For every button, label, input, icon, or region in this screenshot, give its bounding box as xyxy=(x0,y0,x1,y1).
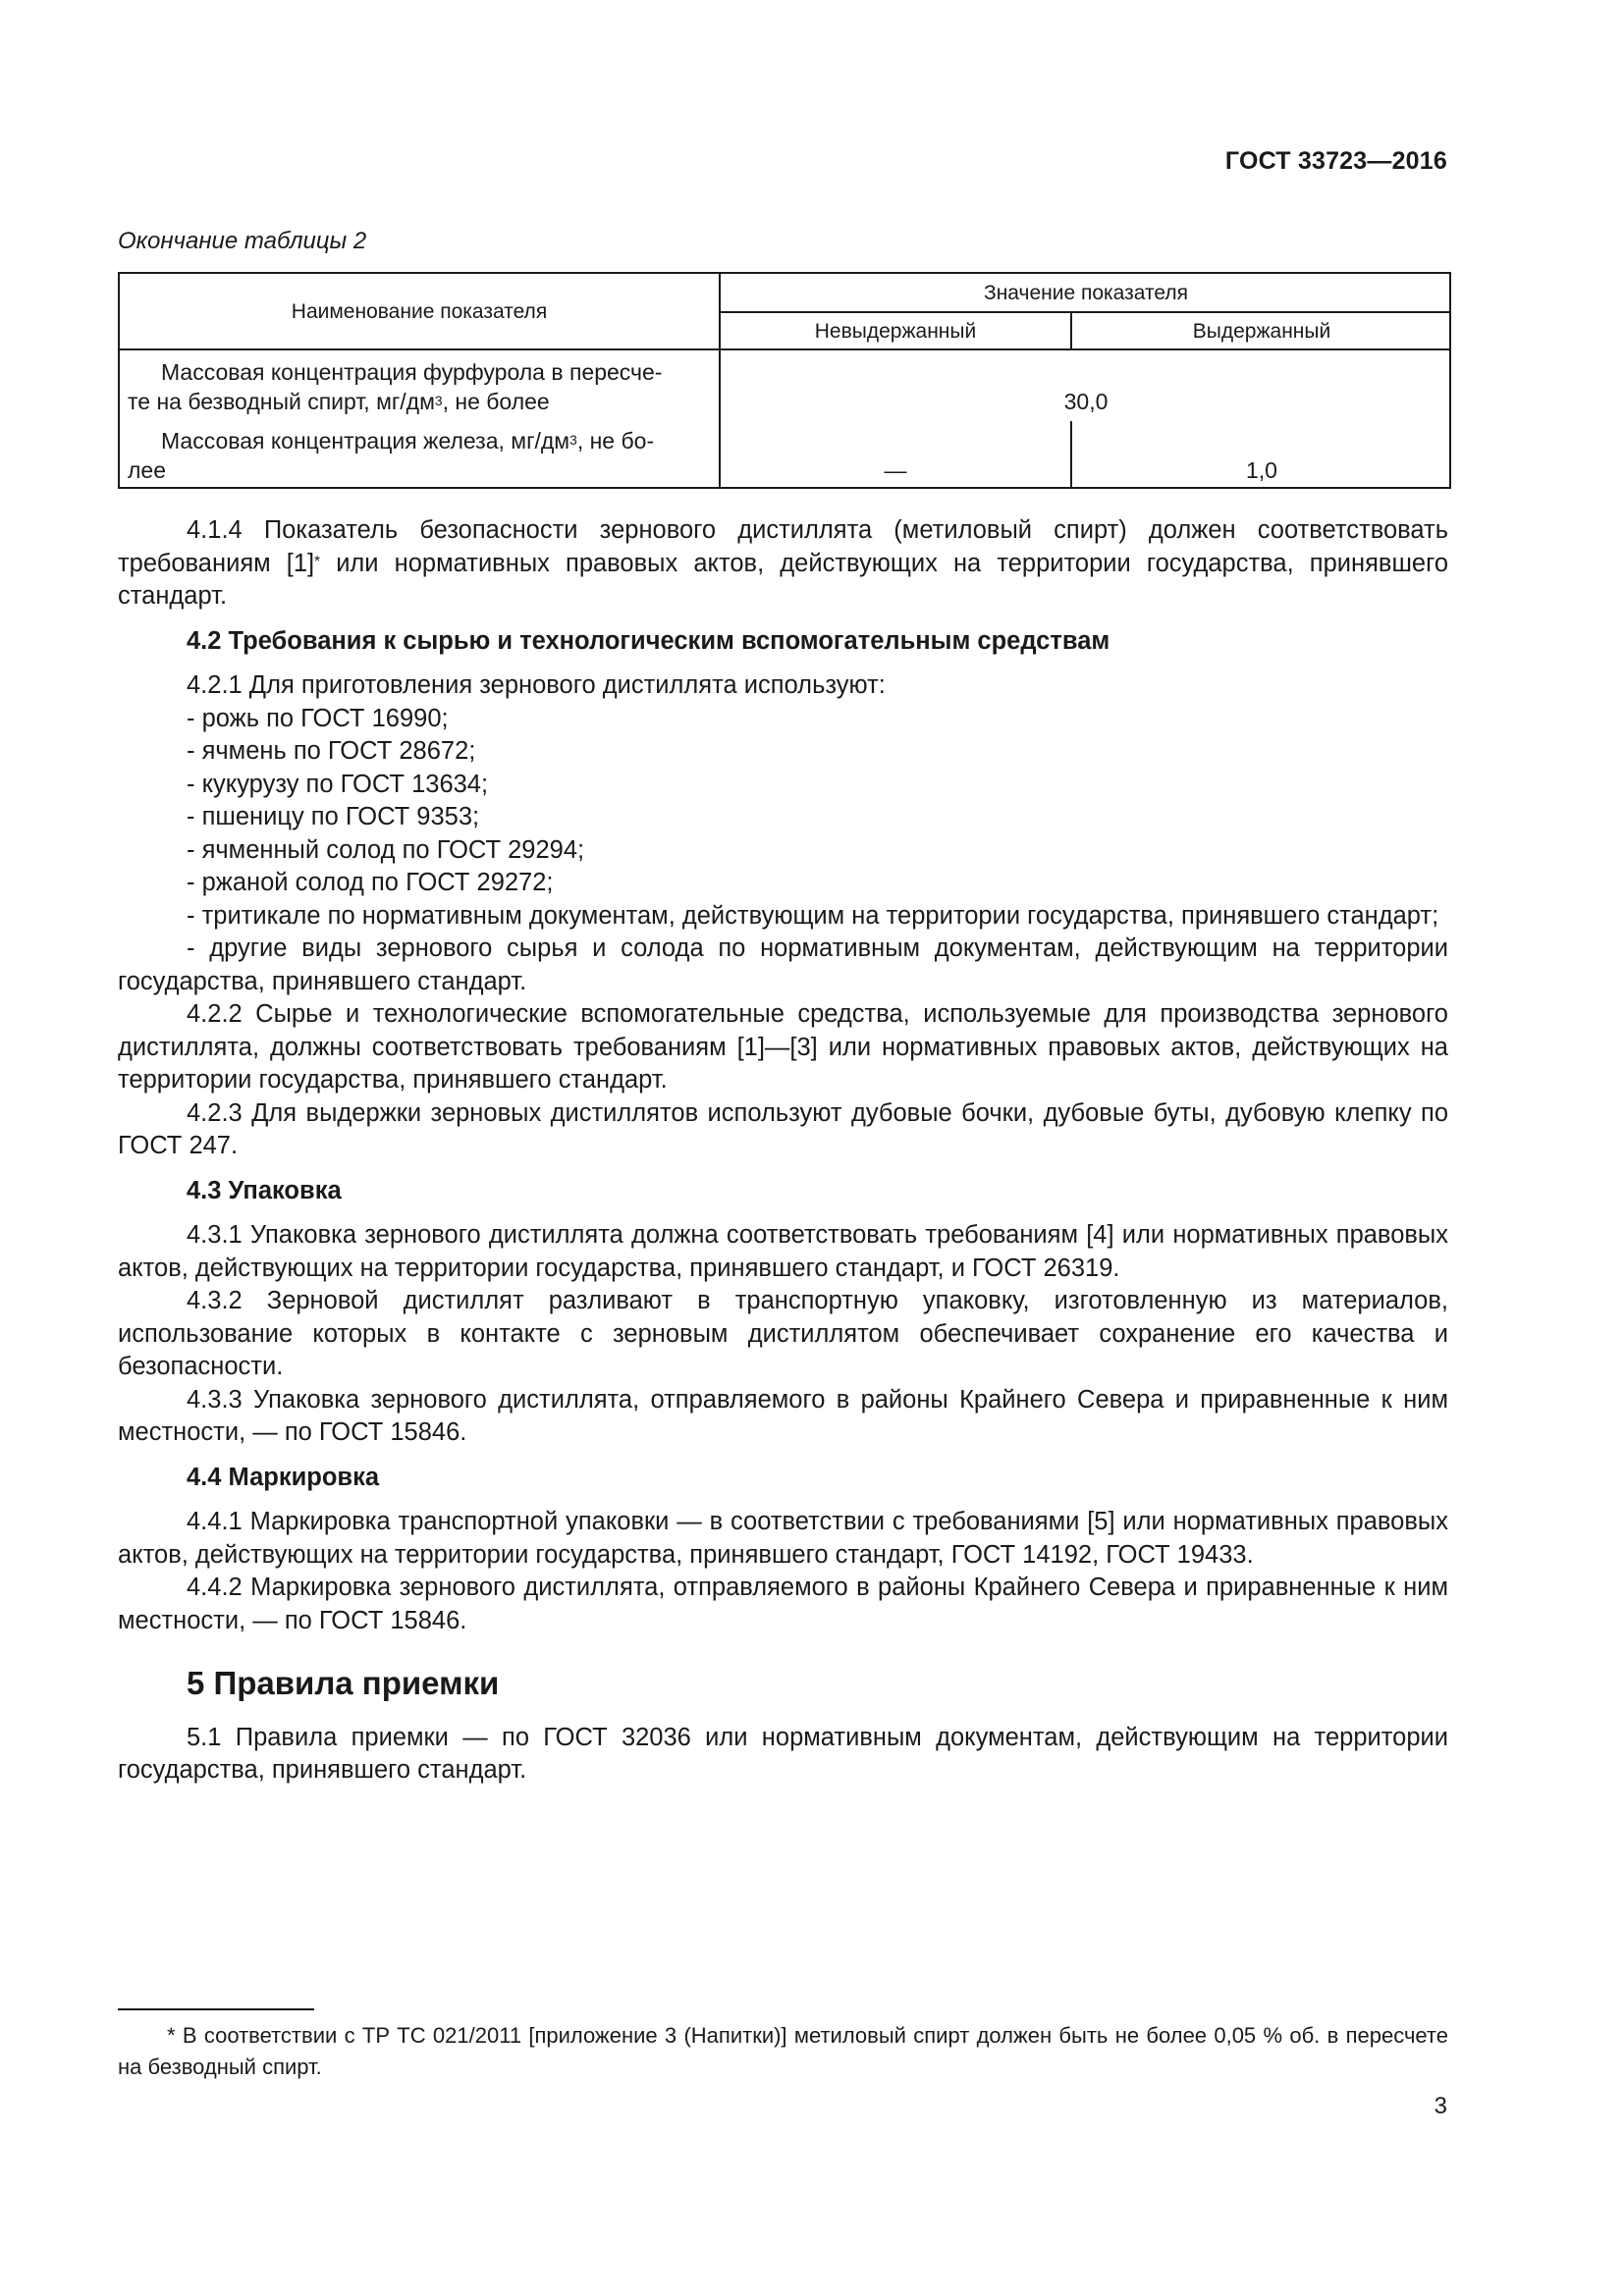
paragraph-4-4-1: 4.4.1 Маркировка транспортной упаковки — в соответствии с требованиями [5] или нормативных правовых актов, действующих на территории государства, принявшего стандарт, ГОСТ 14192, ГОСТ 19433. xyxy=(118,1508,1448,1569)
section-heading-4-4: 4.4 Маркировка xyxy=(187,1463,380,1491)
row1-name-line1: Массовая концентрация фурфурола в пересче- xyxy=(161,359,663,385)
paragraph-4-3-3: 4.3.3 Упаковка зернового дистиллята, отправляемого в районы Крайнего Севера и приравненные к ним местности, — по ГОСТ 15846. xyxy=(118,1385,1448,1446)
row2-value-unaged: — xyxy=(884,457,907,483)
list-item: - ржаной солод по ГОСТ 29272; xyxy=(187,869,554,896)
list-item: - кукурузу по ГОСТ 13634; xyxy=(187,770,489,798)
raw-materials-list xyxy=(118,703,1448,999)
paragraph-4-2-3: 4.2.3 Для выдержки зерновых дистиллятов используют дубовые бочки, дубовые буты, дубовую клепку по ГОСТ 247. xyxy=(118,1098,1448,1159)
paragraph-4-3-1: 4.3.1 Упаковка зернового дистиллята должна соответствовать требованиям [4] или нормативных правовых актов, действующих на территории государства, принявшего стандарт, и ГОСТ 26319. xyxy=(118,1221,1448,1282)
footnote-separator xyxy=(118,2008,314,2010)
row2-name-line1: Массовая концентрация железа, $мг/дм^3$, не бо- xyxy=(161,428,655,454)
header-unaged: Невыдержанный xyxy=(814,320,977,343)
paragraph-4-2-2: 4.2.2 Сырье и технологические вспомогательные средства, используемые для производства зернового дистиллята, должны соответствовать требованиям [1]—[3] или нормативных правовых актов, действующих на территории государства, принявшего стандарт. xyxy=(118,1000,1448,1094)
page-number: 3 xyxy=(1434,2093,1447,2119)
list-item: - рожь по ГОСТ 16990; xyxy=(187,704,449,732)
list-item: - ячмень по ГОСТ 28672; xyxy=(187,737,476,765)
document-header-id: ГОСТ 33723—2016 xyxy=(1224,147,1447,175)
section-heading-4-3: 4.3 Упаковка xyxy=(187,1176,342,1204)
paragraph-4-2-1: 4.2.1 Для приготовления зернового дистиллята используют: xyxy=(187,671,886,699)
table-caption: Окончание таблицы 2 xyxy=(118,228,367,254)
row2-name-line2: лее xyxy=(128,457,167,483)
list-item: - другие виды зернового сырья и солода по нормативным документам, действующим на территории государства, принявшего стандарт. xyxy=(118,934,1448,995)
row1-name-line2: те на безводный спирт, $мг/дм^3$, не более xyxy=(128,389,550,414)
list-item: - тритикале по нормативным документам, действующим на территории государства, принявшего стандарт; xyxy=(187,901,1439,930)
paragraph-4-1-4: 4.1.4 Показатель безопасности зернового дистиллята (метиловый спирт) должен соответствовать требованиям [1]* или нормативных правовых актов, действующих на территории государства, принявшего стандарт. xyxy=(118,516,1449,610)
document-body xyxy=(118,514,1448,1788)
list-item: - пшеницу по ГОСТ 9353; xyxy=(187,803,480,830)
header-indicator-name: Наименование показателя xyxy=(291,300,548,323)
row2-value-aged: 1,0 xyxy=(1246,457,1277,483)
header-aged: Выдержанный xyxy=(1192,320,1331,343)
table-divider-group-header xyxy=(719,311,1451,313)
header-indicator-value: Значение показателя xyxy=(984,282,1188,304)
footnote: * В соответствии с ТР ТС 021/2011 [приложение 3 (Напитки)] метиловый спирт должен быть не более 0,05 % об. в пересчете на безводный спирт. xyxy=(118,2023,1448,2079)
row1-value-both: 30,0 xyxy=(1063,389,1109,414)
paragraph-5-1: 5.1 Правила приемки — по ГОСТ 32036 или нормативным документам, действующим на территории государства, принявшего стандарт. xyxy=(118,1723,1448,1784)
list-item: - ячменный солод по ГОСТ 29294; xyxy=(187,835,585,864)
table-divider-header-bottom xyxy=(120,348,1451,350)
paragraph-4-3-2: 4.3.2 Зерновой дистиллят разливают в транспортную упаковку, изготовленную из материалов, использование которых в контакте с зерновым дистиллятом обеспечивает сохранение его качества и безопасности. xyxy=(118,1287,1448,1380)
paragraph-4-4-2: 4.4.2 Маркировка зернового дистиллята, отправляемого в районы Крайнего Севера и приравненные к ним местности, — по ГОСТ 15846. xyxy=(118,1574,1448,1634)
table-divider-name-col xyxy=(719,274,721,487)
section-heading-5: 5 Правила приемки xyxy=(187,1665,500,1701)
indicator-table xyxy=(118,272,1451,489)
section-heading-4-2: 4.2 Требования к сырью и технологическим вспомогательным средствам xyxy=(187,626,1110,655)
